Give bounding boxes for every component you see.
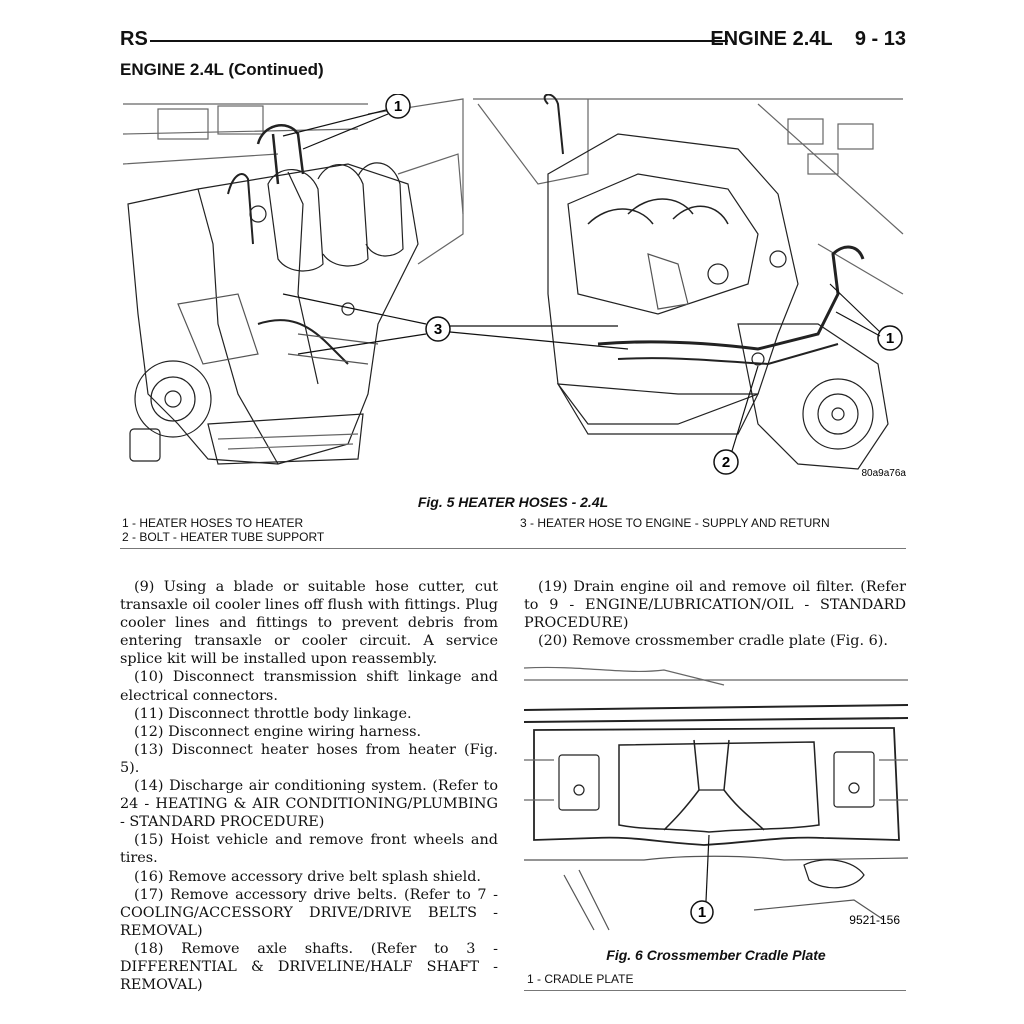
procedure-step: (20) Remove crossmember cradle plate (Fig. 6). [538,633,888,650]
legend-item: 2 - BOLT - HEATER TUBE SUPPORT [122,530,325,544]
figure-5-legend [122,516,906,550]
procedure-step: (19) Drain engine oil and remove oil filter. (Refer to 9 - ENGINE/LUBRICATION/OIL - STANDARD PROCEDURE) [524,579,906,632]
page-header [120,28,906,52]
engine-illustration [118,94,908,486]
figure-5-heater-hoses [118,94,908,486]
procedure-step: (14) Discharge air conditioning system. (Refer to 24 - HEATING & AIR CONDITIONING/PLUMBING - STANDARD PROCEDURE) [120,778,498,831]
figure-5-caption: Fig. 5 HEATER HOSES - 2.4L [417,494,609,510]
header-rule [150,40,728,42]
procedure-step: (13) Disconnect heater hoses from heater (Fig. 5). [120,741,498,776]
figure-6-caption: Fig. 6 Crossmember Cradle Plate [606,947,826,963]
chapter-and-page [710,28,906,51]
procedure-step: (12) Disconnect engine wiring harness. [134,723,422,740]
section-code: RS [120,28,148,50]
legend-rule [120,548,906,549]
callout-3-label: 3 [433,321,443,338]
figure-6-cradle-plate [524,660,908,938]
procedure-step: (18) Remove axle shafts. (Refer to 3 - DIFFERENTIAL & DRIVELINE/HALF SHAFT - REMOVAL) [120,940,498,994]
page-number: 9 - 13 [854,28,906,50]
section-title: ENGINE 2.4L (Continued) [120,60,324,79]
figure-5-code: 80a9a76a [861,468,906,479]
figure-6-legend-item: 1 - CRADLE PLATE [527,972,634,986]
legend-rule [524,990,906,991]
procedure-step: (17) Remove accessory drive belts. (Refer to 7 - COOLING/ACCESSORY DRIVE/DRIVE BELTS - REMOVAL) [120,886,498,939]
callout-1a-label: 1 [393,98,403,115]
procedure-step: (15) Hoist vehicle and remove front wheels and tires. [120,832,498,867]
chapter-title: ENGINE 2.4L [710,28,833,50]
callout-1-label: 1 [697,904,707,921]
procedure-step: (16) Remove accessory drive belt splash shield. [134,868,481,885]
figure-6-code: 9521-156 [849,913,900,927]
callout-1b-label: 1 [885,330,895,347]
procedure-step: (11) Disconnect throttle body linkage. [134,705,412,722]
right-column [524,578,906,650]
callout-2-label: 2 [721,454,731,471]
procedure-step: (10) Disconnect transmission shift linkage and electrical connectors. [120,669,498,704]
legend-item: 1 - HEATER HOSES TO HEATER [122,516,304,530]
cradle-plate-illustration [524,660,908,938]
legend-item: 3 - HEATER HOSE TO ENGINE - SUPPLY AND RETURN [520,516,830,530]
left-column [120,578,498,994]
procedure-step: (9) Using a blade or suitable hose cutter, cut transaxle oil cooler lines off flush with fittings. Plug cooler lines and fittings to prevent debris from entering transaxle or cooler circuit. A service splice kit will be installed upon reassembly. [120,579,498,668]
